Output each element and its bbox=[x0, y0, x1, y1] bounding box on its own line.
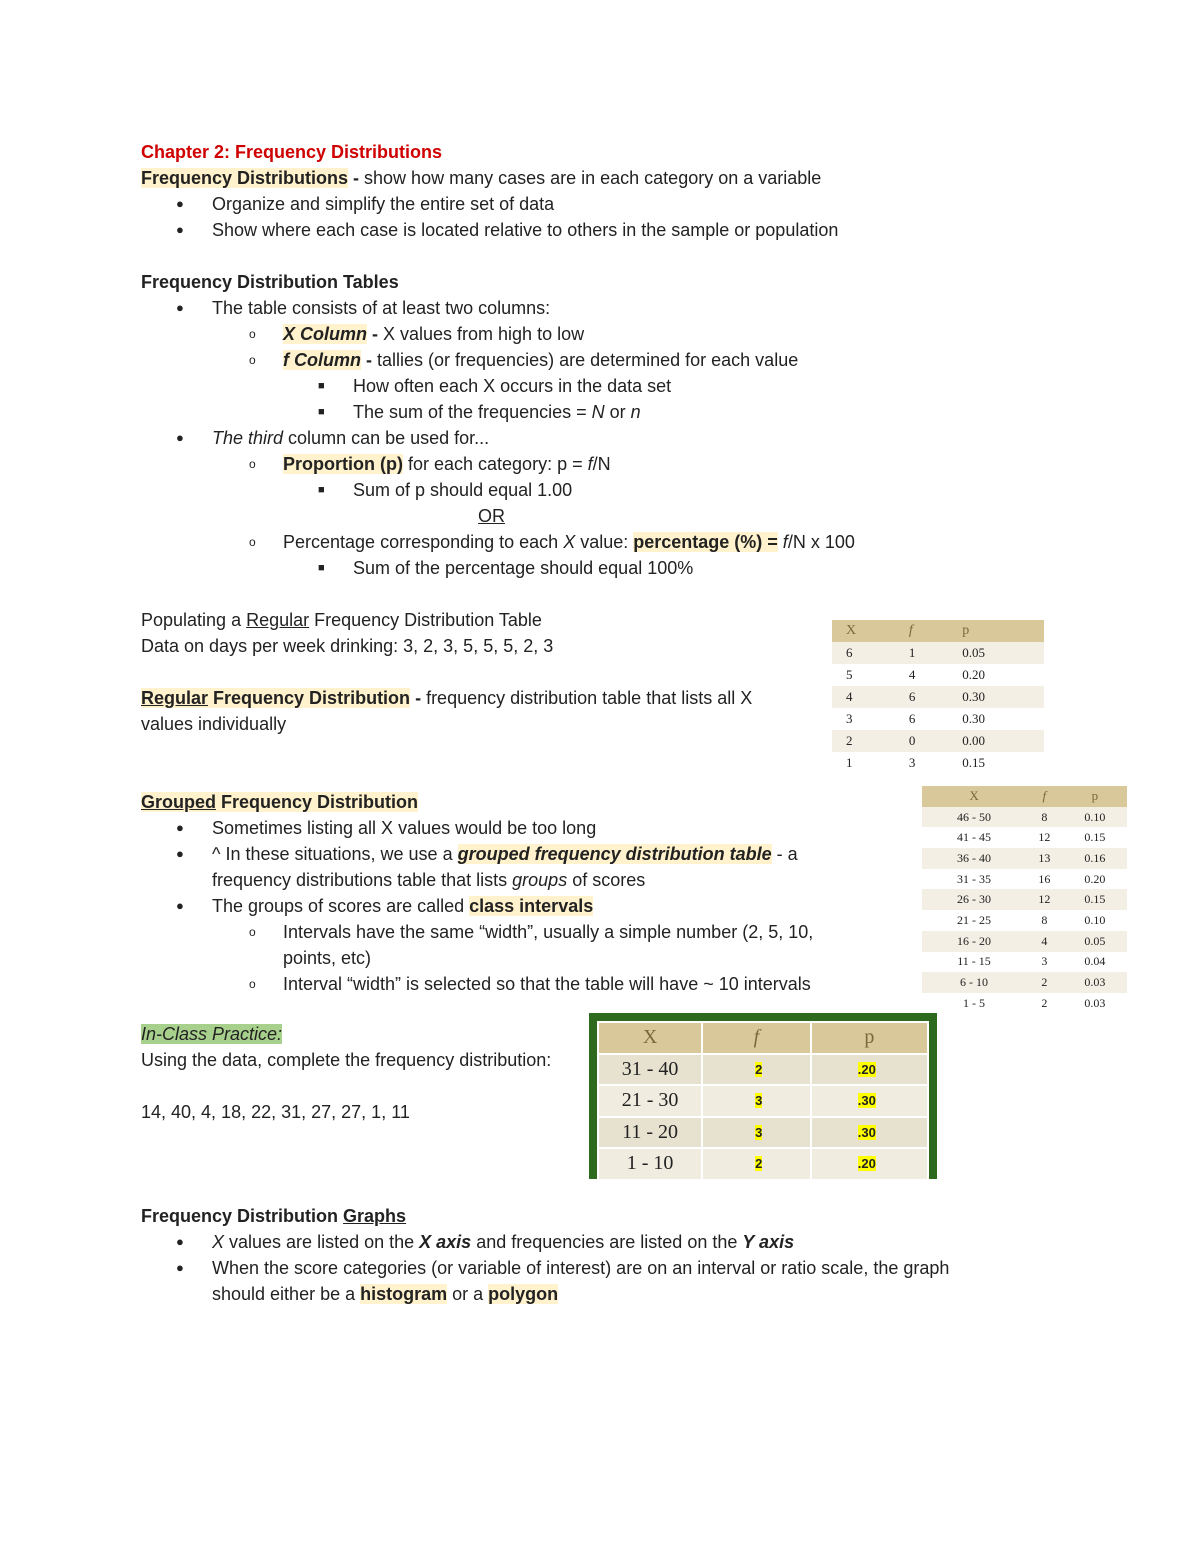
table-cell: 8 bbox=[1026, 807, 1063, 828]
table-cell: 0.04 bbox=[1063, 952, 1127, 973]
table-row bbox=[598, 1117, 928, 1149]
table-cell: 1 bbox=[895, 642, 948, 664]
text: Regular bbox=[246, 610, 310, 630]
circle-bullet-icon: o bbox=[249, 977, 256, 991]
term: percentage (%) = bbox=[633, 532, 778, 552]
term: f Column bbox=[283, 350, 361, 370]
text: - a bbox=[771, 844, 798, 864]
table-header-row bbox=[922, 786, 1127, 807]
bullet-icon: ● bbox=[176, 898, 184, 913]
table-cell: 13 bbox=[1026, 848, 1063, 869]
term: Regular bbox=[141, 688, 209, 708]
dash: - bbox=[348, 168, 365, 188]
table-cell: 4 bbox=[1026, 931, 1063, 952]
term: Proportion (p) bbox=[283, 454, 403, 474]
text: f bbox=[777, 532, 788, 552]
text: tallies (or frequencies) are determined for each value bbox=[377, 350, 799, 370]
table-cell: 0.05 bbox=[948, 642, 1044, 664]
table-cell: 0.10 bbox=[1063, 807, 1127, 828]
table-cell: 0.03 bbox=[1063, 993, 1127, 1014]
table-cell: 8 bbox=[1026, 910, 1063, 931]
bullet-icon: ● bbox=[176, 222, 184, 237]
table-cell: 21 - 30 bbox=[598, 1085, 702, 1117]
list-item: Sometimes listing all X values would be too long bbox=[212, 818, 597, 838]
practice-label bbox=[141, 1021, 282, 1047]
text: The third bbox=[212, 428, 284, 448]
text: Frequency Distribution bbox=[141, 1206, 344, 1226]
table-cell: 16 - 20 bbox=[922, 931, 1026, 952]
circle-bullet-icon: o bbox=[249, 327, 256, 341]
label: In-Class Practice: bbox=[141, 1024, 283, 1044]
term: Frequency Distribution bbox=[216, 792, 419, 812]
table-row bbox=[922, 952, 1127, 973]
table-row bbox=[922, 869, 1127, 890]
table-row bbox=[922, 972, 1127, 993]
table-cell: 0.00 bbox=[948, 730, 1044, 752]
term: Grouped bbox=[141, 792, 216, 812]
circle-bullet-icon: o bbox=[249, 535, 256, 549]
dash: - bbox=[361, 350, 377, 370]
table-cell: 0.30 bbox=[948, 708, 1044, 730]
or-separator: OR bbox=[478, 506, 505, 526]
table-cell: 6 bbox=[895, 708, 948, 730]
regular-definition-cont: values individually bbox=[141, 714, 287, 734]
table-cell: 6 bbox=[832, 642, 895, 664]
bullet-icon: ● bbox=[176, 820, 184, 835]
table-header-row bbox=[598, 1022, 928, 1054]
table-row bbox=[922, 848, 1127, 869]
table-cell: 1 - 10 bbox=[598, 1148, 702, 1180]
table-row bbox=[832, 664, 1044, 686]
dash: - bbox=[410, 688, 427, 708]
regular-frequency-table bbox=[832, 620, 1044, 774]
square-bullet-icon: ■ bbox=[318, 484, 325, 496]
table-row bbox=[598, 1054, 928, 1086]
list-item-cont bbox=[212, 867, 645, 893]
table-cell: 0 bbox=[895, 730, 948, 752]
table-cell: 0.30 bbox=[948, 686, 1044, 708]
table-row bbox=[832, 686, 1044, 708]
table-cell: 3 bbox=[895, 752, 948, 774]
frequency-distributions-definition bbox=[141, 165, 821, 191]
dash: - bbox=[367, 324, 383, 344]
term: Frequency Distributions bbox=[141, 168, 349, 188]
answer: 3 bbox=[755, 1124, 763, 1140]
text: of scores bbox=[567, 870, 646, 890]
column-header: p bbox=[1063, 786, 1127, 807]
table-cell bbox=[702, 1117, 811, 1149]
table-cell: 5 bbox=[832, 664, 895, 686]
table-cell: 12 bbox=[1026, 889, 1063, 910]
table-row bbox=[832, 730, 1044, 752]
table-cell: 3 bbox=[1026, 952, 1063, 973]
list-item: Show where each case is located relative to others in the sample or population bbox=[212, 220, 839, 240]
table-cell: 21 - 25 bbox=[922, 910, 1026, 931]
text: Frequency Distribution Table bbox=[309, 610, 542, 630]
table-cell: 2 bbox=[832, 730, 895, 752]
table-cell bbox=[811, 1054, 928, 1086]
table-cell: 4 bbox=[895, 664, 948, 686]
text: or bbox=[604, 402, 631, 422]
practice-frequency-table bbox=[597, 1021, 929, 1181]
table-row bbox=[922, 827, 1127, 848]
square-bullet-icon: ■ bbox=[318, 380, 325, 392]
table-cell bbox=[702, 1054, 811, 1086]
text: The groups of scores are called bbox=[212, 896, 470, 916]
table-cell: 26 - 30 bbox=[922, 889, 1026, 910]
circle-bullet-icon: o bbox=[249, 457, 256, 471]
table-row bbox=[598, 1148, 928, 1180]
data-line: Data on days per week drinking: 3, 2, 3, 5, 5, 5, 2, 3 bbox=[141, 636, 554, 656]
bullet-icon: ● bbox=[176, 300, 184, 315]
text: Populating a bbox=[141, 610, 247, 630]
table-cell: 0.15 bbox=[948, 752, 1044, 774]
table-cell: 46 - 50 bbox=[922, 807, 1026, 828]
table-cell bbox=[811, 1085, 928, 1117]
table-header-row bbox=[832, 620, 1044, 642]
text: values are listed on the bbox=[224, 1232, 420, 1252]
table-cell: 11 - 15 bbox=[922, 952, 1026, 973]
list-item bbox=[212, 841, 798, 867]
list-item-cont bbox=[212, 1281, 558, 1307]
term: Frequency Distribution bbox=[208, 688, 411, 708]
text: X bbox=[563, 532, 576, 552]
grouped-frequency-table bbox=[922, 786, 1127, 1014]
list-item: Interval “width” is selected so that the table will have ~ 10 intervals bbox=[283, 974, 811, 994]
answer: 2 bbox=[755, 1156, 763, 1172]
square-bullet-icon: ■ bbox=[318, 406, 325, 418]
table-cell: 3 bbox=[832, 708, 895, 730]
table-row bbox=[832, 642, 1044, 664]
table-cell: 0.03 bbox=[1063, 972, 1127, 993]
term: histogram bbox=[360, 1284, 448, 1304]
text: frequency distribution table that lists all X bbox=[426, 688, 753, 708]
table-cell: 36 - 40 bbox=[922, 848, 1026, 869]
list-item: Organize and simplify the entire set of data bbox=[212, 194, 555, 214]
column-header: X bbox=[832, 620, 895, 642]
text: n bbox=[630, 402, 641, 422]
text: The sum of the frequencies = bbox=[353, 402, 592, 422]
table-cell bbox=[702, 1085, 811, 1117]
practice-table-frame bbox=[589, 1013, 937, 1179]
list-item: When the score categories (or variable of interest) are on an interval or ratio scale, the graph bbox=[212, 1258, 950, 1278]
list-item-x-column bbox=[283, 321, 584, 347]
list-item: How often each X occurs in the data set bbox=[353, 376, 672, 396]
text: /N x 100 bbox=[787, 532, 855, 552]
bullet-icon: ● bbox=[176, 196, 184, 211]
table-cell: 11 - 20 bbox=[598, 1117, 702, 1149]
table-cell: 4 bbox=[832, 686, 895, 708]
table-row bbox=[922, 910, 1127, 931]
table-cell: 2 bbox=[1026, 972, 1063, 993]
list-item: Sum of p should equal 1.00 bbox=[353, 480, 573, 500]
table-row bbox=[832, 708, 1044, 730]
table-cell: 0.15 bbox=[1063, 827, 1127, 848]
text: f bbox=[587, 454, 593, 474]
text: Percentage corresponding to each bbox=[283, 532, 564, 552]
list-item-cont: points, etc) bbox=[283, 948, 372, 968]
table-cell: 31 - 35 bbox=[922, 869, 1026, 890]
graphs-heading bbox=[141, 1203, 406, 1229]
table-cell bbox=[811, 1117, 928, 1149]
list-item-f-column bbox=[283, 347, 798, 373]
text: X values from high to low bbox=[383, 324, 585, 344]
text: frequency distributions table that lists bbox=[212, 870, 513, 890]
practice-instructions: Using the data, complete the frequency distribution: bbox=[141, 1050, 552, 1070]
bullet-icon: ● bbox=[176, 1234, 184, 1249]
column-header: p bbox=[948, 620, 1044, 642]
answer: .30 bbox=[857, 1093, 876, 1109]
table-cell: 0.16 bbox=[1063, 848, 1127, 869]
text: column can be used for... bbox=[283, 428, 490, 448]
answer: .20 bbox=[857, 1061, 876, 1077]
table-row bbox=[922, 889, 1127, 910]
text: and frequencies are listed on the bbox=[471, 1232, 743, 1252]
list-item: The table consists of at least two columns: bbox=[212, 298, 551, 318]
text: Y axis bbox=[742, 1232, 795, 1252]
text: ^ In these situations, we use a bbox=[212, 844, 458, 864]
text: or a bbox=[447, 1284, 489, 1304]
table-cell: 2 bbox=[1026, 993, 1063, 1014]
text: X bbox=[212, 1232, 225, 1252]
list-item bbox=[212, 425, 489, 451]
list-item: Sum of the percentage should equal 100% bbox=[353, 558, 694, 578]
table-cell: 6 bbox=[895, 686, 948, 708]
list-item: Intervals have the same “width”, usually a simple number (2, 5, 10, bbox=[283, 922, 814, 942]
definition-text: show how many cases are in each category on a variable bbox=[364, 168, 822, 188]
answer: .20 bbox=[857, 1156, 876, 1172]
regular-definition bbox=[141, 685, 752, 711]
table-cell: 0.15 bbox=[1063, 889, 1127, 910]
table-cell: 0.05 bbox=[1063, 931, 1127, 952]
bullet-icon: ● bbox=[176, 1260, 184, 1275]
text: should either be a bbox=[212, 1284, 361, 1304]
list-item-percentage bbox=[283, 529, 855, 555]
bullet-icon: ● bbox=[176, 430, 184, 445]
answer: .30 bbox=[857, 1124, 876, 1140]
bullet-icon: ● bbox=[176, 846, 184, 861]
circle-bullet-icon: o bbox=[249, 353, 256, 367]
list-item bbox=[353, 399, 641, 425]
table-cell: 0.10 bbox=[1063, 910, 1127, 931]
term: polygon bbox=[488, 1284, 559, 1304]
grouped-heading bbox=[141, 789, 418, 815]
table-cell bbox=[811, 1148, 928, 1180]
table-cell: 31 - 40 bbox=[598, 1054, 702, 1086]
text: Graphs bbox=[343, 1206, 407, 1226]
list-item-proportion bbox=[283, 451, 611, 477]
column-header: f bbox=[702, 1022, 811, 1054]
list-item bbox=[212, 1229, 794, 1255]
column-header: f bbox=[895, 620, 948, 642]
table-row bbox=[598, 1085, 928, 1117]
text: X axis bbox=[419, 1232, 472, 1252]
answer: 2 bbox=[755, 1061, 763, 1077]
table-row bbox=[922, 807, 1127, 828]
table-row bbox=[922, 931, 1127, 952]
practice-data: 14, 40, 4, 18, 22, 31, 27, 27, 1, 11 bbox=[141, 1102, 410, 1122]
table-cell: 16 bbox=[1026, 869, 1063, 890]
column-header: X bbox=[922, 786, 1026, 807]
square-bullet-icon: ■ bbox=[318, 562, 325, 574]
term: X Column bbox=[283, 324, 367, 344]
table-cell: 41 - 45 bbox=[922, 827, 1026, 848]
table-cell: 12 bbox=[1026, 827, 1063, 848]
list-item bbox=[212, 893, 593, 919]
table-cell bbox=[702, 1148, 811, 1180]
term: grouped frequency distribution table bbox=[457, 844, 772, 864]
table-row bbox=[832, 752, 1044, 774]
circle-bullet-icon: o bbox=[249, 925, 256, 939]
column-header: f bbox=[1026, 786, 1063, 807]
table-cell: 6 - 10 bbox=[922, 972, 1026, 993]
text: groups bbox=[512, 870, 568, 890]
chapter-title: Chapter 2: Frequency Distributions bbox=[141, 142, 443, 162]
text: value: bbox=[575, 532, 634, 552]
text: /N bbox=[592, 454, 611, 474]
text: N bbox=[591, 402, 605, 422]
populating-heading bbox=[141, 607, 542, 633]
table-cell: 1 bbox=[832, 752, 895, 774]
column-header: X bbox=[598, 1022, 702, 1054]
table-cell: 1 - 5 bbox=[922, 993, 1026, 1014]
text: for each category: p = bbox=[402, 454, 588, 474]
table-row bbox=[922, 993, 1127, 1014]
table-cell: 0.20 bbox=[1063, 869, 1127, 890]
term: class intervals bbox=[469, 896, 594, 916]
column-header: p bbox=[811, 1022, 928, 1054]
answer: 3 bbox=[755, 1093, 763, 1109]
table-cell: 0.20 bbox=[948, 664, 1044, 686]
section-heading: Frequency Distribution Tables bbox=[141, 272, 399, 292]
